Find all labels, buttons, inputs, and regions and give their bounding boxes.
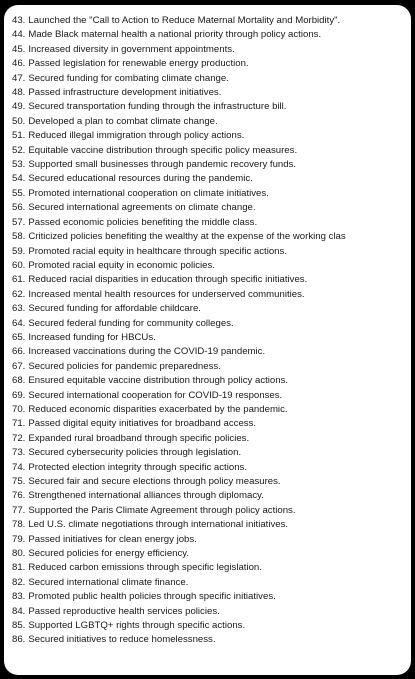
list-item (12, 518, 411, 532)
list-item-text: Expanded rural broadband through specific policies. (28, 432, 250, 444)
list-item-number: 44. (12, 29, 26, 41)
list-item (12, 273, 411, 287)
list-item-number: 77. (12, 504, 26, 516)
list-item-text: Supported small businesses through pandemic recovery funds. (28, 159, 297, 171)
list-item-number: 59. (12, 245, 26, 257)
list-item-text: Criticized policies benefiting the wealthy at the expense of the working clas (28, 231, 346, 243)
list-item-number: 79. (12, 533, 26, 545)
list-item-number: 85. (12, 620, 26, 632)
list-item (12, 172, 411, 186)
list-item (12, 576, 411, 590)
list-item-text: Promoted international cooperation on climate initiatives. (28, 187, 269, 199)
list-item (12, 216, 411, 230)
list-item-number: 53. (12, 159, 26, 171)
list-item-text: Passed reproductive health services policies. (28, 605, 220, 617)
list-item-text: Secured educational resources during the pandemic. (28, 173, 253, 185)
list-item-text: Secured initiatives to reduce homelessness. (28, 634, 216, 646)
list-item-text: Increased vaccinations during the COVID-19 pandemic. (28, 346, 266, 358)
list-item (12, 504, 411, 518)
list-item (12, 302, 411, 316)
list-item (12, 57, 411, 71)
list-item-text: Secured fair and secure elections through policy measures. (28, 476, 281, 487)
list-item-number: 61. (12, 274, 26, 286)
list-item-number: 50. (12, 115, 26, 127)
list-item-number: 81. (12, 562, 26, 574)
list-item-number: 70. (12, 403, 26, 415)
list-item-number: 86. (12, 634, 26, 646)
list-item-text: Secured federal funding for community colleges. (28, 317, 234, 329)
list-item (12, 475, 411, 489)
list-item-text: Secured cybersecurity policies through legislation. (28, 447, 242, 459)
list-item-text: Promoted public health policies through specific initiatives. (28, 591, 276, 603)
list-item-text: Reduced racial disparities in education through specific initiatives. (28, 274, 308, 286)
list-item-text: Passed infrastructure development initiatives. (28, 87, 222, 99)
list-item-number: 74. (12, 461, 26, 473)
list-item-text: Promoted racial equity in healthcare through specific actions. (28, 245, 287, 257)
list-item (12, 360, 411, 374)
list-item-number: 51. (12, 130, 26, 142)
list-item-number: 54. (12, 173, 26, 185)
numbered-list (4, 5, 411, 648)
list-item-number: 49. (12, 101, 26, 113)
list-item-number: 83. (12, 591, 26, 603)
list-item-number: 52. (12, 144, 26, 156)
list-item-number: 75. (12, 476, 26, 487)
list-item (12, 561, 411, 575)
list-item (12, 129, 411, 143)
list-item-text: Secured transportation funding through the infrastructure bill. (28, 101, 287, 113)
list-item-number: 56. (12, 202, 26, 214)
list-item-number: 63. (12, 303, 26, 315)
list-item (12, 432, 411, 446)
list-item (12, 288, 411, 302)
list-item (12, 345, 411, 359)
list-item (12, 86, 411, 100)
list-item-text: Reduced illegal immigration through policy actions. (28, 130, 245, 142)
list-item-number: 45. (12, 43, 26, 55)
list-item-number: 73. (12, 447, 26, 459)
list-item (12, 374, 411, 388)
list-item-text: Supported the Paris Climate Agreement through policy actions. (28, 504, 296, 516)
list-item (12, 590, 411, 604)
list-item-text: Passed digital equity initiatives for broadband access. (28, 418, 257, 430)
list-item-text: Increased funding for HBCUs. (28, 331, 156, 343)
list-item (12, 389, 411, 403)
list-item (12, 619, 411, 633)
list-item (12, 403, 411, 417)
list-item (12, 259, 411, 273)
list-item (12, 72, 411, 86)
list-item-text: Supported LGBTQ+ rights through specific actions. (28, 620, 246, 632)
list-item (12, 446, 411, 460)
list-item (12, 14, 411, 28)
list-item-number: 62. (12, 288, 26, 300)
list-item-text: Increased diversity in government appointments. (28, 43, 235, 55)
list-item-text: Reduced economic disparities exacerbated by the pandemic. (28, 403, 288, 415)
list-item-text: Secured international cooperation for COVID-19 responses. (28, 389, 283, 401)
list-item-text: Reduced carbon emissions through specific legislation. (28, 562, 262, 574)
list-item-number: 60. (12, 259, 26, 271)
list-item-number: 72. (12, 432, 26, 444)
list-item (12, 187, 411, 201)
list-item-number: 82. (12, 576, 26, 588)
list-item-text: Passed initiatives for clean energy jobs. (28, 533, 197, 545)
list-item-number: 64. (12, 317, 26, 329)
list-item-text: Strengthened international alliances through diplomacy. (28, 490, 264, 502)
list-item (12, 331, 411, 345)
list-item-text: Developed a plan to combat climate change. (28, 115, 218, 127)
list-item (12, 417, 411, 431)
list-item-text: Secured international agreements on climate change. (28, 202, 256, 214)
list-item-text: Protected election integrity through specific actions. (28, 461, 247, 473)
document-page (4, 5, 411, 675)
list-item (12, 245, 411, 259)
list-item-number: 58. (12, 231, 26, 243)
list-item-text: Secured policies for pandemic preparedness. (28, 360, 221, 372)
list-item-number: 80. (12, 548, 26, 560)
list-item-number: 71. (12, 418, 26, 430)
list-item-text: Made Black maternal health a national priority through policy actions. (28, 29, 322, 41)
list-item-text: Secured funding for affordable childcare. (28, 303, 201, 315)
list-item-text: Increased mental health resources for underserved communities. (28, 288, 305, 300)
list-item-number: 69. (12, 389, 26, 401)
list-item (12, 158, 411, 172)
list-item-text: Ensured equitable vaccine distribution through policy actions. (28, 375, 289, 387)
list-item-text: Secured international climate finance. (28, 576, 189, 588)
list-item-text: Equitable vaccine distribution through specific policy measures. (28, 144, 298, 156)
list-item-number: 84. (12, 605, 26, 617)
list-item-text: Secured policies for energy efficiency. (28, 548, 190, 560)
list-item-number: 43. (12, 15, 26, 26)
list-item (12, 201, 411, 215)
list-item-number: 66. (12, 346, 26, 358)
list-item (12, 533, 411, 547)
list-item (12, 43, 411, 57)
list-item-number: 65. (12, 331, 26, 343)
list-item (12, 605, 411, 619)
list-item (12, 230, 411, 244)
list-item (12, 633, 411, 647)
list-item (12, 28, 411, 42)
list-item-number: 46. (12, 58, 26, 70)
list-item (12, 461, 411, 475)
list-item (12, 547, 411, 561)
list-item-number: 48. (12, 87, 26, 99)
list-item-text: Launched the "Call to Action to Reduce Maternal Mortality and Morbidity". (28, 15, 341, 26)
list-item-text: Passed economic policies benefiting the middle class. (28, 216, 258, 228)
list-item-text: Promoted racial equity in economic policies. (28, 259, 215, 271)
list-item (12, 115, 411, 129)
list-item-number: 67. (12, 360, 26, 372)
list-item (12, 144, 411, 158)
list-item-number: 78. (12, 519, 26, 531)
list-item (12, 317, 411, 331)
list-item-number: 55. (12, 187, 26, 199)
list-item (12, 100, 411, 114)
list-item-text: Led U.S. climate negotiations through international initiatives. (28, 519, 289, 531)
list-item-number: 47. (12, 72, 26, 84)
list-item-number: 57. (12, 216, 26, 228)
list-item-text: Secured funding for combating climate change. (28, 72, 229, 84)
list-item-number: 68. (12, 375, 26, 387)
list-item-number: 76. (12, 490, 26, 502)
list-item-text: Passed legislation for renewable energy production. (28, 58, 249, 70)
list-item (12, 489, 411, 503)
